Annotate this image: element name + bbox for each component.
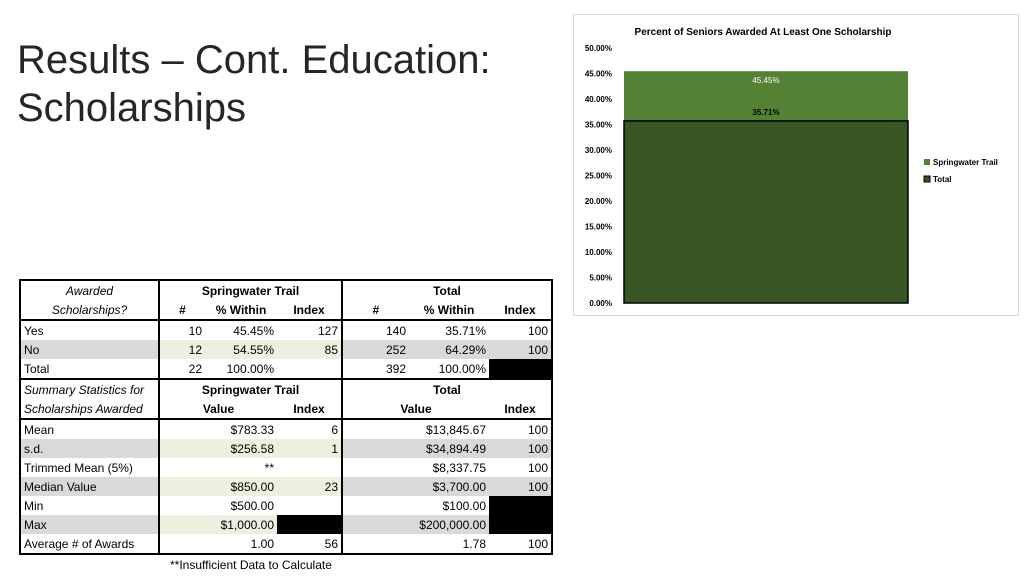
table-row (20, 496, 552, 515)
table-row (20, 419, 552, 439)
cell: $256.58 (159, 439, 277, 458)
header-springwater: Springwater Trail (159, 280, 342, 300)
cell: 45.45% (233, 323, 274, 338)
cell: $783.33 (159, 419, 277, 439)
chart-title: Percent of Seniors Awarded At Least One Scholarship (634, 27, 892, 38)
cell: 100 (489, 320, 552, 340)
cell: 35.71% (445, 323, 486, 338)
header-springwater-2: Springwater Trail (159, 379, 342, 399)
header-index-2: Index (277, 399, 342, 419)
blank-cell (489, 359, 552, 379)
cell: 12 (159, 340, 205, 359)
header-value-total: Value (342, 399, 489, 419)
cell: 100 (489, 340, 552, 359)
cell: 100 (489, 419, 552, 439)
title-line-2: Scholarships (17, 86, 247, 130)
header-value: Value (159, 399, 277, 419)
y-tick-label: 10.00% (584, 248, 612, 257)
header-index-total: Index (489, 300, 552, 320)
header-row-3 (20, 379, 552, 399)
table-row (20, 359, 552, 379)
data-label: 35.71% (752, 107, 780, 117)
table-row (20, 320, 552, 340)
cell: $8,337.75 (342, 458, 489, 477)
cell (277, 496, 342, 515)
header-row-4 (20, 399, 552, 419)
cell: 6 (331, 422, 338, 437)
cell: 1 (277, 439, 342, 458)
row-label: Max (20, 515, 159, 534)
cell: 1.00 (159, 534, 277, 554)
row-label: Total (20, 359, 159, 379)
y-tick-label: 5.00% (589, 273, 612, 283)
cell: 10 (159, 320, 205, 340)
table-row (20, 340, 552, 359)
legend-label: Total (933, 175, 952, 184)
table-row (20, 458, 552, 477)
row-label: Min (20, 496, 159, 515)
header-total-2: Total (342, 379, 552, 399)
scholarship-chart (573, 14, 1019, 316)
cell: 100 (489, 458, 552, 477)
cell: $1,000.00 (159, 515, 277, 534)
cell (277, 359, 342, 379)
y-tick-label: 20.00% (584, 197, 612, 206)
cell: 1.78 (342, 534, 489, 554)
blank-cell (489, 496, 552, 515)
row-label: No (20, 340, 159, 359)
header-count-total: # (342, 300, 409, 320)
title-line-1: Results – Cont. Education: (17, 38, 491, 82)
header-within: % Within (205, 300, 277, 320)
y-tick-label: 0.00% (589, 299, 612, 308)
cell: 252 (342, 340, 409, 359)
y-tick-label: 40.00% (584, 95, 612, 104)
header-count: # (159, 300, 205, 320)
table-row (20, 534, 552, 554)
cell: 56 (277, 534, 342, 554)
header-summary: Summary Statistics for (20, 379, 159, 399)
cell: 392 (342, 359, 409, 379)
cell: 100.00% (409, 359, 489, 379)
y-tick-label: 45.00% (584, 69, 612, 79)
cell: 22 (159, 359, 205, 379)
scholarship-table (19, 279, 553, 555)
y-tick-label: 50.00% (584, 44, 612, 53)
header-awarded: Awarded (20, 280, 159, 300)
y-tick-label: 15.00% (584, 222, 612, 232)
row-label: Trimmed Mean (5%) (20, 458, 159, 477)
table-row (20, 515, 552, 534)
row-label: s.d. (20, 439, 159, 458)
row-label: Yes (20, 320, 159, 340)
header-within-total: % Within (409, 300, 489, 320)
row-label: Median Value (20, 477, 159, 496)
header-row-1 (20, 280, 552, 300)
cell: $13,845.67 (342, 419, 489, 439)
header-scholarships: Scholarships? (20, 300, 159, 320)
cell: ** (159, 458, 277, 477)
cell: $200,000.00 (342, 515, 489, 534)
data-label: 45.45% (752, 76, 780, 86)
header-scholarships-awarded: Scholarships Awarded (20, 399, 159, 419)
cell: 100 (489, 534, 552, 554)
cell: 64.29% (409, 340, 489, 359)
legend-swatch (924, 176, 930, 182)
y-tick-label: 30.00% (584, 146, 612, 155)
table-row (20, 439, 552, 458)
cell: $100.00 (342, 496, 489, 515)
cell: 85 (277, 340, 342, 359)
y-tick-label: 35.00% (584, 120, 612, 130)
header-index-total-2: Index (489, 399, 552, 419)
cell: $500.00 (159, 496, 277, 515)
row-label: Average # of Awards (20, 534, 159, 554)
cell: 23 (277, 477, 342, 496)
footnote: **Insufficient Data to Calculate (170, 558, 332, 572)
cell: 140 (342, 320, 409, 340)
header-total: Total (342, 280, 552, 300)
cell: 54.55% (205, 340, 277, 359)
cell (277, 458, 342, 477)
legend-label: Springwater Trail (933, 158, 998, 167)
bar-total (624, 121, 908, 303)
blank-cell (489, 515, 552, 534)
table-row (20, 477, 552, 496)
page-title (17, 36, 557, 132)
chart-svg (574, 15, 1018, 315)
legend-swatch (924, 159, 930, 165)
y-tick-label: 25.00% (584, 171, 612, 181)
cell: $850.00 (159, 477, 277, 496)
cell: $34,894.49 (342, 439, 489, 458)
blank-cell (277, 515, 342, 534)
header-index: Index (277, 300, 342, 320)
row-label: Mean (20, 419, 159, 439)
header-row-2 (20, 300, 552, 320)
cell: 100 (489, 477, 552, 496)
cell: 100.00% (205, 359, 277, 379)
cell: 127 (317, 323, 338, 338)
cell: $3,700.00 (342, 477, 489, 496)
cell: 100 (489, 439, 552, 458)
